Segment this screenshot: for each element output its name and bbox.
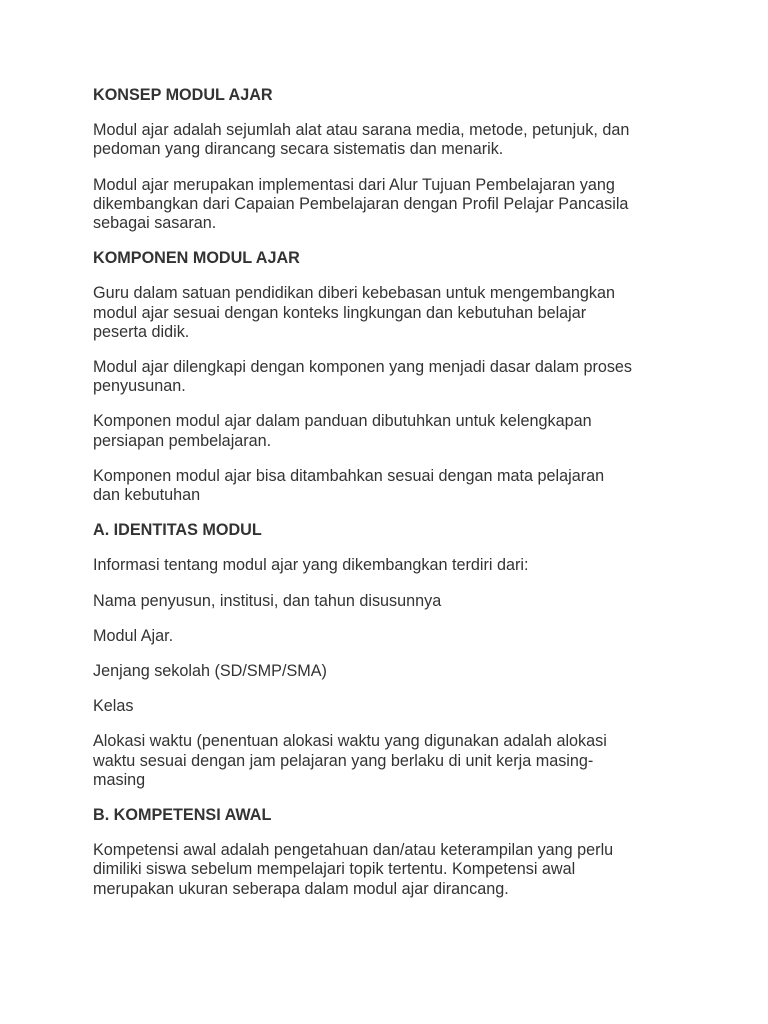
text-line: dan kebutuhan (93, 486, 201, 505)
paragraph (93, 121, 683, 159)
paragraph (93, 467, 683, 505)
text-line: sebagai sasaran. (93, 214, 217, 233)
paragraph (93, 592, 683, 611)
paragraph (93, 556, 683, 575)
text-line: Alokasi waktu (penentuan alokasi waktu yang digunakan adalah alokasi (93, 732, 607, 751)
paragraph (93, 627, 683, 646)
text-line: penyusunan. (93, 377, 186, 396)
text-line: peserta didik. (93, 322, 190, 341)
paragraph (93, 841, 683, 899)
paragraph (93, 176, 683, 234)
section-heading-kompetensi (93, 806, 683, 825)
paragraph (93, 358, 683, 396)
text-line: Modul ajar merupakan implementasi dari Alur Tujuan Pembelajaran yang (93, 175, 615, 194)
text-line: KOMPONEN MODUL AJAR (93, 249, 300, 268)
text-line: Guru dalam satuan pendidikan diberi kebebasan untuk mengembangkan (93, 284, 615, 303)
text-line: KONSEP MODUL AJAR (93, 86, 273, 104)
paragraph (93, 662, 683, 681)
text-line: modul ajar sesuai dengan konteks lingkungan dan kebutuhan belajar (93, 303, 587, 322)
text-line: dimiliki siswa sebelum mempelajari topik tertentu. Kompetensi awal (93, 860, 576, 879)
paragraph (93, 697, 683, 716)
paragraph (93, 284, 683, 342)
text-line: Komponen modul ajar bisa ditambahkan sesuai dengan mata pelajaran (93, 466, 605, 485)
paragraph (93, 732, 683, 790)
text-line: persiapan pembelajaran. (93, 431, 272, 450)
text-line: Jenjang sekolah (SD/SMP/SMA) (93, 662, 327, 681)
text-line: Kompetensi awal adalah pengetahuan dan/atau keterampilan yang perlu (93, 841, 614, 860)
paragraph (93, 412, 683, 450)
text-line: A. IDENTITAS MODUL (93, 521, 262, 540)
text-line: merupakan ukuran seberapa dalam modul ajar dirancang. (93, 879, 509, 898)
text-line: B. KOMPETENSI AWAL (93, 806, 272, 825)
section-heading-identitas (93, 521, 683, 540)
section-heading-komponen (93, 249, 683, 268)
section-heading-konsep (93, 86, 683, 105)
text-line: Nama penyusun, institusi, dan tahun disusunnya (93, 591, 442, 610)
text-line: masing (93, 770, 146, 789)
text-line: dikembangkan dari Capaian Pembelajaran dengan Profil Pelajar Pancasila (93, 194, 629, 213)
text-line: pedoman yang dirancang secara sistematis dan menarik. (93, 140, 504, 159)
text-line: Informasi tentang modul ajar yang dikembangkan terdiri dari: (93, 556, 529, 575)
text-line: Komponen modul ajar dalam panduan dibutuhkan untuk kelengkapan (93, 412, 592, 431)
text-line: Modul ajar dilengkapi dengan komponen yang menjadi dasar dalam proses (93, 358, 633, 377)
document-page (93, 86, 683, 899)
text-line: waktu sesuai dengan jam pelajaran yang berlaku di unit kerja masing- (93, 751, 594, 770)
text-line: Modul ajar adalah sejumlah alat atau sarana media, metode, petunjuk, dan (93, 121, 630, 140)
text-line: Kelas (93, 697, 134, 716)
text-line: Modul Ajar. (93, 626, 174, 645)
